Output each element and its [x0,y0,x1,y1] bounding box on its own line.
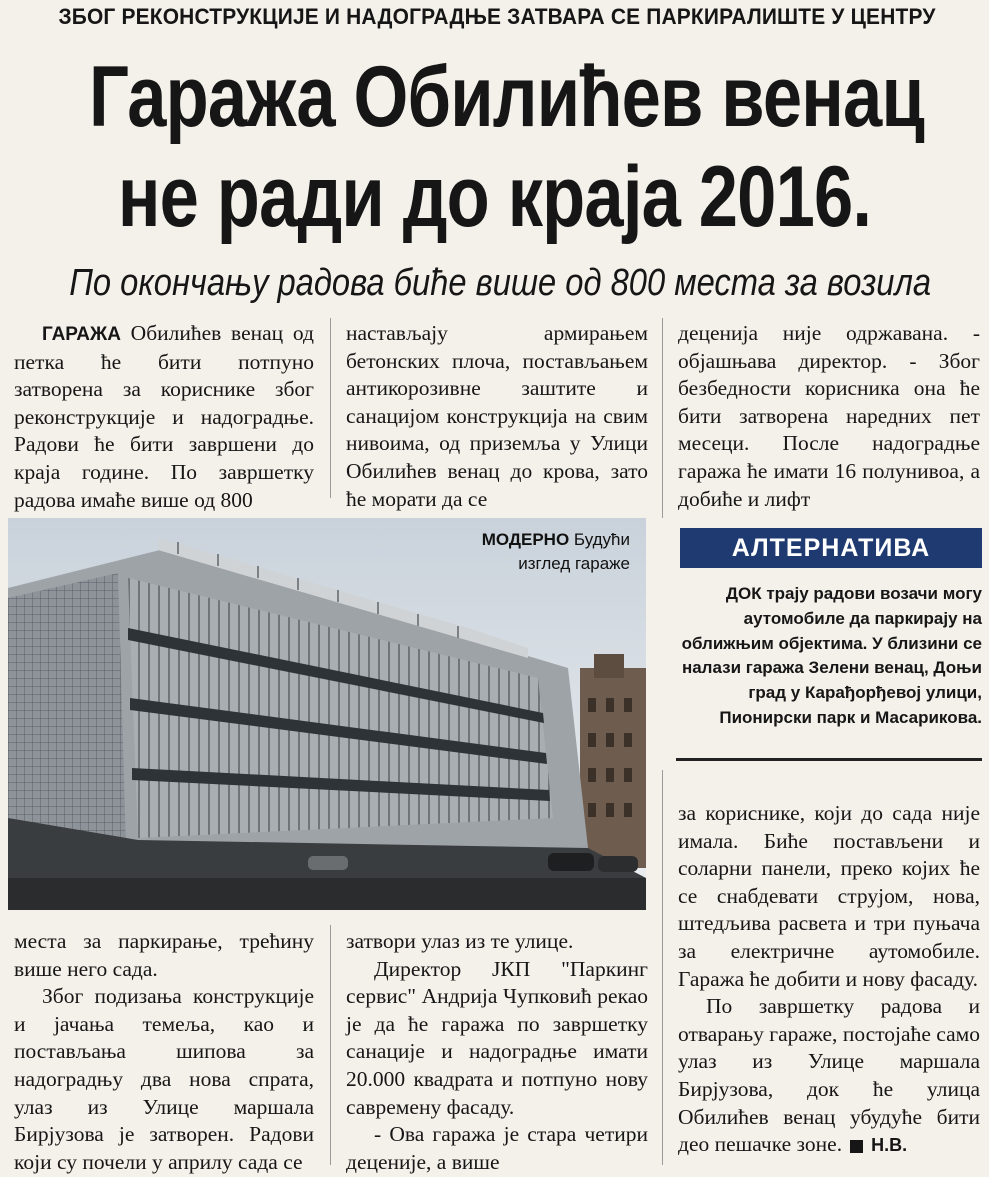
body-text: настављају армирањем бетонских плоча, постављањем антикорозивне заштите и санацијом конструкција на свим нивоима, од приземља у Улици Обилићев венац до крова, зато ће морати да се [346,321,648,511]
end-of-article-icon [850,1140,863,1153]
column-divider [330,318,331,498]
column-divider [330,925,331,1165]
body-text: деценија није одржавана. - објашњава директор. - Због безбедности корисника она ће бити затворена наредних пет месеци. После надоградње гаража ће имати 16 полунивоа, а добиће и лифт [678,321,980,511]
body-text: - Ова гаража је стара четири деценије, а више [346,1122,648,1174]
column-1-top [14,320,314,514]
sidebar-body: ДОК трају радови возачи могу аутомобиле да паркирају на оближњим објектима. У близини се налази гаража Зелени венац, Доњи град у Карађорђевој улици, Пионирски парк и Масарикова. [681,584,982,727]
subheadline: По окончању радова биће више од 800 места за возила [69,262,932,304]
body-text: за кориснике, који до сада није имала. Биће постављени и соларни панели, преко којих ће се снабдевати струјом, нова, штедљива расвета и три пуњача за електричне аутомобиле. Гаража ће добити и нову фасаду. [678,801,980,991]
column-3-top [678,320,980,513]
headline-line-2: не ради до краја 2016. [117,149,872,245]
garage-rendering-photo [8,518,646,910]
sidebar-rule [676,758,982,761]
photo-caption [482,528,630,576]
building-illustration [8,518,646,910]
sidebar-title: АЛТЕРНАТИВА [680,528,982,568]
kicker: ЗБОГ РЕКОНСТРУКЦИЈЕ И НАДОГРАДЊЕ ЗАТВАРА СЕ ПАРКИРАЛИШТЕ У ЦЕНТРУ [58,4,936,29]
caption-text: Будући [569,530,630,549]
caption-lead: МОДЕРНО [481,530,570,549]
caption-line-2: изглед гараже [518,554,630,573]
body-text: затвори улаз из те улице. [346,929,574,953]
lead-word: ГАРАЖА [42,324,121,345]
body-text: Због подизања конструкције и јачања темеља, као и постављања шипова за надоградњу два нова спрата, улаз из Улице маршала Бирјузова је затворен. Радови који су почели у априлу сада се [14,984,314,1174]
column-1-bottom [14,928,314,1176]
column-divider [662,770,663,1165]
headline-line-1: Гаража Обилићев венац [89,49,924,145]
column-2-top [346,320,648,513]
body-text: По завршетку радова и отварању гараже, постојаће само улаз из Улице маршала Бирјузова, док ће улица Обилићев венац убудуће бити део пешачке зоне. Н.В. [678,994,980,1157]
body-text: Директор ЈКП "Паркинг сервис" Андрија Чупковић рекао је да ће гаража по завршетку санације и надоградње имати 20.000 квадрата и потпуно нову савремену фасаду. [346,956,648,1119]
column-3-bottom [678,800,980,1160]
author-signature: Н.В. [871,1135,908,1156]
column-divider [662,318,663,518]
column-2-bottom [346,928,648,1176]
body-text: Обилићев венац од петка ће бити потпуно затворена за кориснике због реконструкције и надоградње. Радови ће бити завршени до краја године. По завршетку радова имаће више од 800 [14,321,314,512]
body-text: места за паркирање, трећину више него сада. [14,929,314,981]
